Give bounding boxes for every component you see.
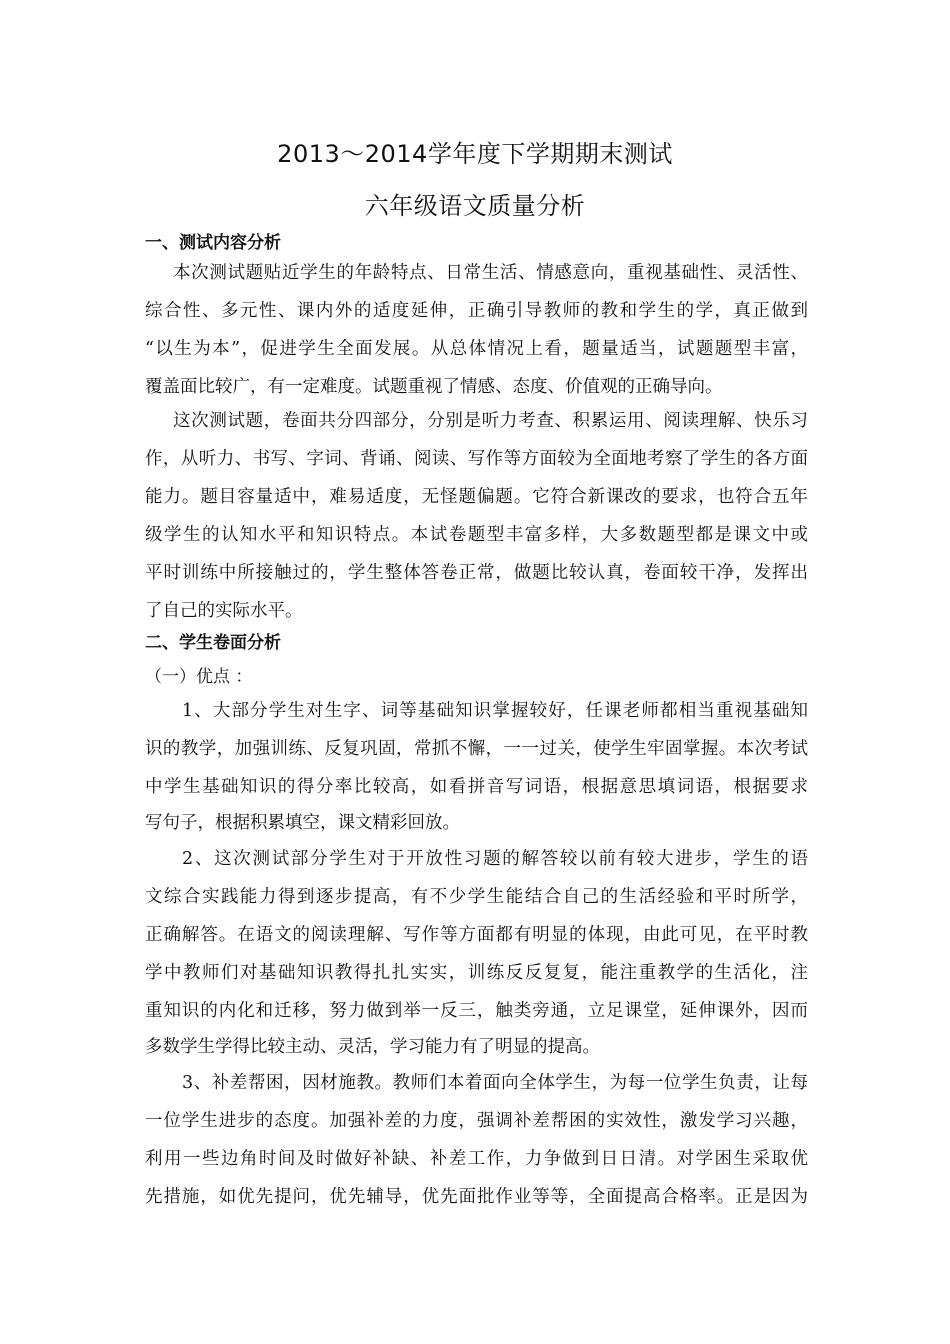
paragraph-line: 利用一些边角时间及时做好补缺、补差工作，力争做到日日清。对学困生采取优	[145, 1149, 808, 1169]
paragraph-line: 平时训练中所接触过的，学生整体答卷正常，做题比较认真，卷面较干净，发挥出	[145, 563, 808, 583]
paragraph-line: 重知识的内化和迁移，努力做到举一反三，触类旁通，立足课堂，延伸课外，因而	[145, 1001, 808, 1021]
paragraph-line: 写句子，根据积累填空，课文精彩回放。	[145, 813, 460, 833]
paragraph-line: “以生为本”，促进学生全面发展。从总体情况上看，题量适当，试题题型丰富，	[145, 339, 808, 359]
paragraph-line: 了自己的实际水平。	[145, 601, 303, 621]
section2-heading: 二、学生卷面分析	[145, 633, 281, 653]
section1-heading: 一、测试内容分析	[145, 233, 281, 253]
paragraph-line: 1、大部分学生对生字、词等基础知识掌握较好，任课老师都相当重视基础知	[182, 701, 808, 721]
paragraph-line: 作，从听力、书写、字词、背诵、阅读、写作等方面较为全面地考察了学生的各方面	[145, 449, 808, 469]
paragraph-line: 覆盖面比较广，有一定难度。试题重视了情感、态度、价值观的正确导向。	[145, 377, 723, 397]
paragraph-line: 学中教师们对基础知识教得扎扎实实，训练反反复复，能注重教学的生活化，注	[145, 963, 808, 983]
paragraph-line: 文综合实践能力得到逐步提高，有不少学生能结合自己的生活经验和平时所学，	[145, 887, 808, 907]
paragraph-line: 一位学生进步的态度。加强补差的力度，强调补差帮困的实效性，激发学习兴趣，	[145, 1111, 808, 1131]
paragraph-line: 能力。题目容量适中，难易适度，无怪题偏题。它符合新课改的要求，也符合五年	[145, 487, 808, 507]
paragraph-line: 识的教学，加强训练、反复巩固，常抓不懈，一一过关，使学生牢固掌握。本次考试	[145, 739, 808, 759]
paragraph-line: 2、这次测试部分学生对于开放性习题的解答较以前有较大进步，学生的语	[182, 849, 808, 869]
paragraph-line: 多数学生学得比较主动、灵活，学习能力有了明显的提高。	[145, 1037, 600, 1057]
paragraph-line: 综合性、多元性、课内外的适度延伸，正确引导教师的教和学生的学，真正做到	[145, 301, 808, 321]
paragraph-line: 3、补差帮困，因材施教。教师们本着面向全体学生，为每一位学生负责，让每	[182, 1073, 808, 1093]
document-title-line1: 2013～2014学年度下学期期末测试	[277, 140, 673, 168]
paragraph-line: 中学生基础知识的得分率比较高，如看拼音写词语，根据意思填词语，根据要求	[145, 777, 808, 797]
subsection-heading: （一）优点 ：	[145, 667, 253, 687]
paragraph-line: 级学生的认知水平和知识特点。本试卷题型丰富多样，大多数题型都是课文中或	[145, 525, 808, 545]
paragraph-line: 这次测试题，卷面共分四部分，分别是听力考查、积累运用、阅读理解、快乐习	[173, 411, 808, 431]
paragraph-line: 本次测试题贴近学生的年龄特点、日常生活、情感意向，重视基础性、灵活性、	[173, 263, 808, 283]
paragraph-line: 正确解答。在语文的阅读理解、写作等方面都有明显的体现，由此可见，在平时教	[145, 925, 808, 945]
paragraph-line: 先措施，如优先提问，优先辅导，优先面批作业等等，全面提高合格率。正是因为	[145, 1187, 808, 1207]
document-title-line2: 六年级语文质量分析	[364, 192, 586, 220]
